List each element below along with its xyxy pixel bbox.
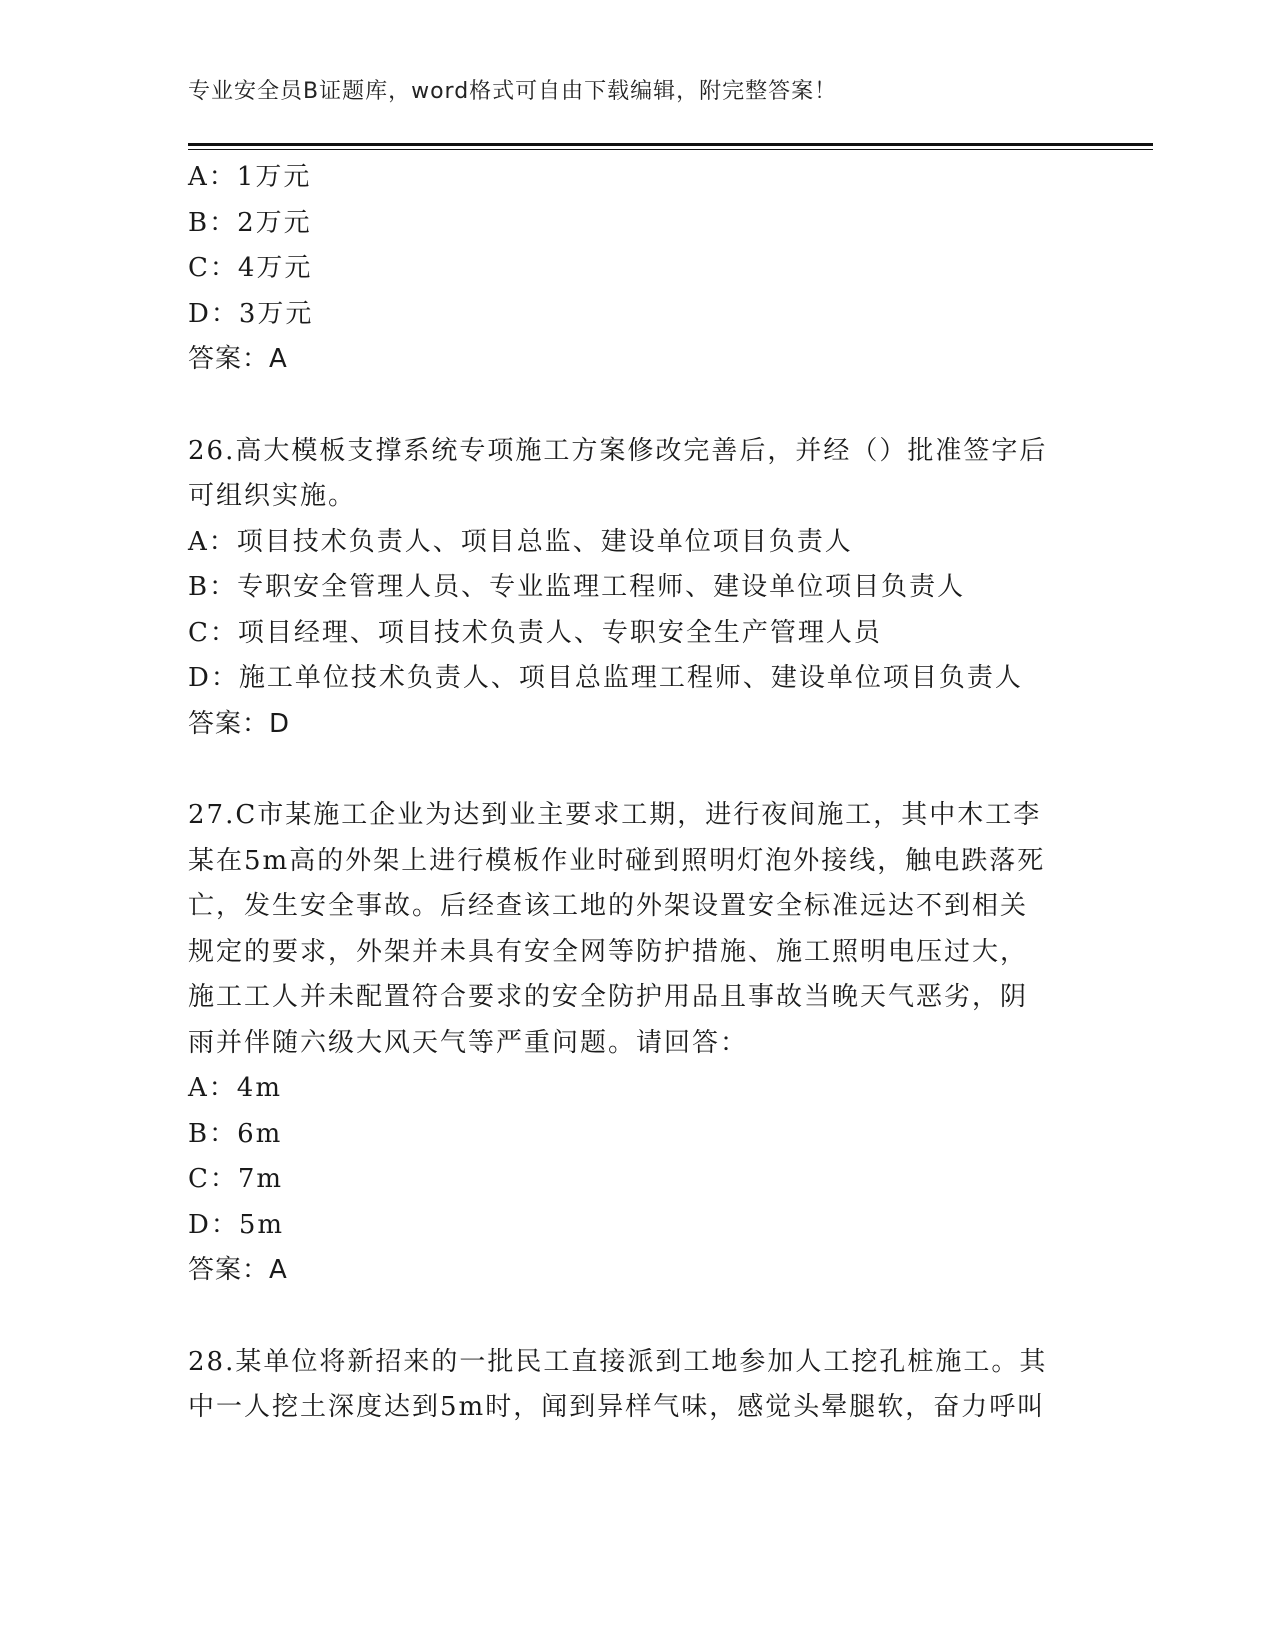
option-b: B：6m [188, 1118, 283, 1149]
answer-27: 答案：A [188, 1255, 288, 1285]
option-c: C：4万元 [188, 253, 313, 283]
option-a: A：项目技术负责人、项目总监、建设单位项目负责人 [188, 526, 853, 557]
question-stem-line: 可组织实施。 [188, 481, 357, 511]
question-stem-line: 中一人挖土深度达到5m时，闻到异样气味，感觉头晕腿软，奋力呼叫 [188, 1392, 1046, 1422]
question-28 [188, 1340, 1088, 1431]
question-stem-line: 26.高大模板支撑系统专项施工方案修改完善后，并经（）批准签字后 [188, 435, 1048, 466]
option-a: A：4m [188, 1073, 282, 1103]
option-b: B：专职安全管理人员、专业监理工程师、建设单位项目负责人 [188, 572, 966, 602]
option-d: D：施工单位技术负责人、项目总监理工程师、建设单位项目负责人 [188, 663, 1023, 693]
document-body [188, 155, 1088, 1431]
option-a: A：1万元 [188, 162, 312, 192]
question-26 [188, 429, 1088, 748]
header-note: 专业安全员B证题库，word格式可自由下载编辑，附完整答案！ [188, 79, 838, 104]
question-stem-line: 27.C市某施工企业为达到业主要求工期，进行夜间施工，其中木工李 [188, 800, 1042, 830]
question-27 [188, 793, 1088, 1294]
question-stem-line: 施工工人并未配置符合要求的安全防护用品且事故当晚天气恶劣，阴 [188, 982, 1029, 1012]
spacer [188, 383, 1088, 429]
question-stem-line: 某在5m高的外架上进行模板作业时碰到照明灯泡外接线，触电跌落死 [188, 845, 1046, 876]
spacer [188, 1294, 1088, 1340]
question-stem-line: 28.某单位将新招来的一批民工直接派到工地参加人工挖孔桩施工。其 [188, 1346, 1048, 1377]
question-stem-line: 亡，发生安全事故。后经查该工地的外架设置安全标准远达不到相关 [188, 891, 1029, 921]
option-c: C：项目经理、项目技术负责人、专职安全生产管理人员 [188, 617, 882, 648]
header-divider-thin [188, 149, 1153, 150]
question-stem-line: 雨并伴随六级大风天气等严重问题。请回答： [188, 1027, 749, 1058]
option-b: B：2万元 [188, 207, 312, 238]
option-d: D：3万元 [188, 298, 314, 329]
option-d: D：5m [188, 1209, 285, 1240]
answer-25: 答案：A [188, 344, 288, 374]
spacer [188, 747, 1088, 793]
answer-26: 答案：D [188, 708, 291, 739]
header-divider [188, 143, 1153, 146]
question-25-options [188, 155, 1088, 383]
option-c: C：7m [188, 1164, 284, 1194]
question-stem-line: 规定的要求，外架并未具有安全网等防护措施、施工照明电压过大， [188, 936, 1029, 967]
